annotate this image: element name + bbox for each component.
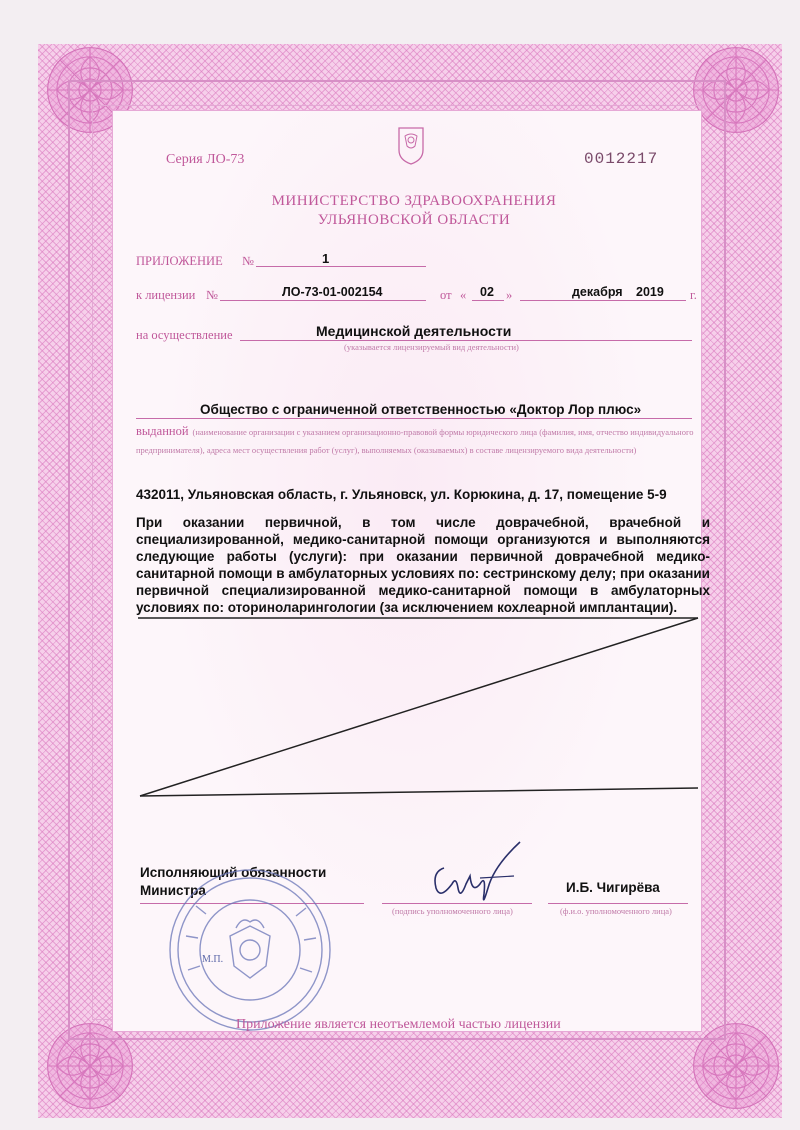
issued-label: выданной [136,424,189,438]
organization-field [136,402,692,419]
license-year: 2019 [636,285,664,299]
corner-rosette-bottom-left [44,1020,136,1112]
empty-space-strikethrough [136,612,702,802]
signature-note: (подпись уполномоченного лица) [392,906,513,916]
address-text: 432011, Ульяновская область, г. Ульяновск, ул. Корюкина, д. 17, помещение 5-9 [136,487,667,502]
coat-of-arms-icon [393,124,429,166]
activity-value: Медицинской деятельности [316,323,512,339]
license-label: к лицензии [136,288,196,302]
activity-label: на осуществление [136,328,233,342]
license-from-label: от [440,288,452,302]
license-quote-open: « [460,288,467,302]
official-seal [166,866,334,1034]
strike-diagonal-line [140,618,698,796]
stamp-mark: М.П. [202,954,224,965]
corner-rosette-bottom-right [690,1020,782,1112]
license-no-sign: № [206,288,218,302]
license-year-suffix: г. [690,288,697,302]
license-day: 02 [480,285,494,299]
handwritten-signature [422,838,526,914]
activity-note: (указывается лицензируемый вид деятельности) [344,342,519,352]
strike-bottom-line [140,788,698,796]
corner-rosette-top-right [690,44,782,136]
name-note: (ф.и.о. уполномоченного лица) [560,906,672,916]
appendix-no-sign: № [242,254,254,268]
appendix-number: 1 [322,251,330,266]
services-text: При оказании первичной, в том числе доврачебной, врачебной и специализированной, медико-санитарной помощи организуются и выполняются следующие работы (услуги): при оказании первичной доврачебной медико-санитарной помощи в амбулаторных условиях по: сестринскому делу; при оказании первичной специализированной медико-санитарной помощи в амбулаторных условиях по: оториноларингологии (за исключением кохлеарной имплантации). [136,515,710,615]
ministry-title [200,192,628,230]
ministry-title-line2: УЛЬЯНОВСКОЙ ОБЛАСТИ [317,212,511,228]
license-date-field [520,286,686,301]
signer-name: И.Б. Чигирёва [566,880,660,895]
issued-block [136,422,696,458]
form-number: 0012217 [584,150,659,168]
signer-position-line2: Министра [140,883,206,898]
name-underline [548,902,688,904]
issued-note: (наименование организации с указанием организационно-правовой формы юридического лица (фамилия, имя, отчество индивидуального предпринимателя), адреса мест осуществления работ (услуг), выполняемых (оказываемых) в составе лицензируемого вида деятельности) [136,427,694,455]
license-number-field [220,286,426,301]
organization-name: Общество с ограниченной ответственностью «Доктор Лор плюс» [200,402,642,417]
license-month: декабря [572,285,623,299]
appendix-label: ПРИЛОЖЕНИЕ [136,254,223,268]
license-day-field [472,286,504,301]
ministry-title-line1: МИНИСТЕРСТВО ЗДРАВООХРАНЕНИЯ [271,193,557,209]
signer-position-line1: Исполняющий обязанности [140,865,327,880]
series-label: Серия ЛО-73 [166,152,245,167]
license-number: ЛО-73-01-002154 [282,285,383,299]
appendix-number-field [256,252,426,267]
activity-field [240,324,692,341]
license-quote-close: » [506,288,513,302]
footer-note: Приложение является неотъемлемой частью лицензии [236,1017,561,1032]
